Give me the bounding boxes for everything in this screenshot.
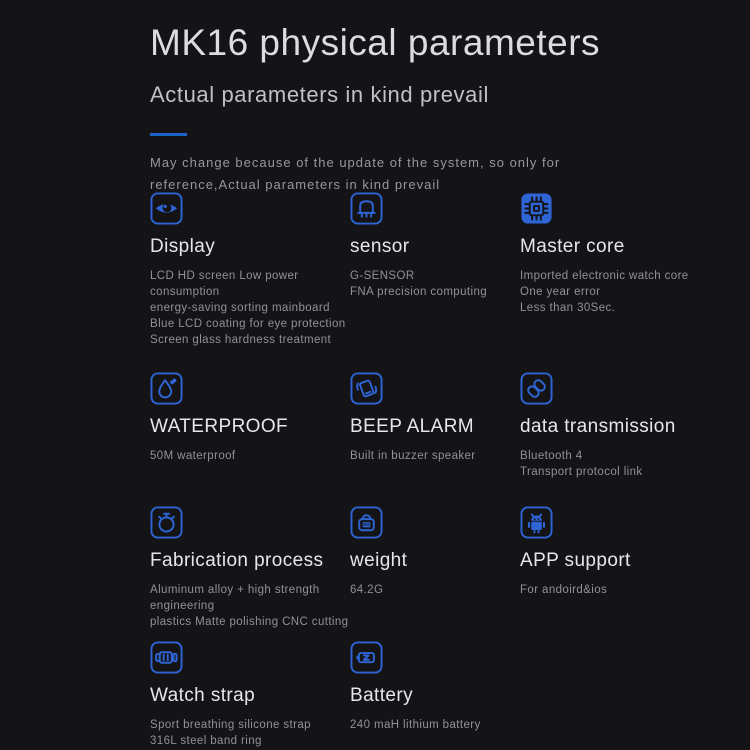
feature-detail: Transport protocol link bbox=[520, 466, 643, 478]
feature-detail: Aluminum alloy + high strength engineering bbox=[150, 584, 320, 612]
feature-title: sensor bbox=[350, 236, 410, 257]
feature-details bbox=[350, 717, 520, 733]
feature-detail: LCD HD screen Low power consumption bbox=[150, 270, 299, 298]
feature-details bbox=[150, 448, 350, 464]
feature-detail: Less than 30Sec. bbox=[520, 302, 616, 314]
feature-title: weight bbox=[350, 550, 408, 571]
vibration-phone-icon bbox=[350, 372, 383, 405]
feature-title: APP support bbox=[520, 550, 631, 571]
feature-details bbox=[350, 268, 520, 300]
feature-title: Display bbox=[150, 236, 216, 257]
feature-details bbox=[350, 582, 520, 598]
feature-title: WATERPROOF bbox=[150, 416, 289, 437]
disclaimer-note bbox=[150, 152, 710, 196]
feature-detail: Blue LCD coating for eye protection bbox=[150, 318, 346, 330]
page-subtitle: Actual parameters in kind prevail bbox=[150, 81, 489, 107]
feature-details bbox=[150, 582, 350, 630]
feature-title: Battery bbox=[350, 685, 413, 706]
feature-detail: Bluetooth 4 bbox=[520, 450, 583, 462]
feature-detail: energy-saving sorting mainboard bbox=[150, 302, 330, 314]
feature-title: Watch strap bbox=[150, 685, 256, 706]
feature-detail: One year error bbox=[520, 286, 601, 298]
header bbox=[150, 22, 710, 196]
feature-weight bbox=[350, 506, 520, 641]
feature-detail: G-SENSOR bbox=[350, 270, 415, 282]
feature-master-core bbox=[520, 192, 730, 372]
feature-title: Fabrication process bbox=[150, 550, 324, 571]
chain-link-icon bbox=[520, 372, 553, 405]
feature-details bbox=[150, 717, 350, 749]
svg-text:KG: KG bbox=[363, 522, 370, 528]
android-robot-icon bbox=[520, 506, 553, 539]
feature-detail: 316L steel band ring bbox=[150, 735, 262, 747]
feature-watch-strap bbox=[150, 641, 350, 749]
battery-icon bbox=[350, 641, 383, 674]
weight-kg-icon bbox=[350, 506, 383, 539]
waterdrop-icon bbox=[150, 372, 183, 405]
feature-waterproof bbox=[150, 372, 350, 506]
feature-detail: plastics Matte polishing CNC cutting bbox=[150, 616, 349, 628]
feature-sensor bbox=[350, 192, 520, 372]
feature-fabrication-process bbox=[150, 506, 350, 641]
feature-display bbox=[150, 192, 350, 372]
feature-details bbox=[350, 448, 520, 464]
watch-strap-icon bbox=[150, 641, 183, 674]
disclaimer-line-1: May change because of the update of the system, so only for bbox=[150, 154, 561, 170]
feature-beep-alarm bbox=[350, 372, 520, 506]
feature-detail: 64.2G bbox=[350, 584, 384, 596]
feature-details bbox=[520, 268, 730, 316]
stopwatch-icon bbox=[150, 506, 183, 539]
feature-details bbox=[150, 268, 350, 348]
feature-details bbox=[520, 582, 730, 598]
cpu-icon bbox=[520, 192, 553, 225]
feature-detail: For andoird&ios bbox=[520, 584, 608, 596]
feature-detail: Screen glass hardness treatment bbox=[150, 334, 332, 346]
feature-title: Master core bbox=[520, 236, 625, 257]
feature-battery bbox=[350, 641, 520, 749]
feature-details bbox=[520, 448, 730, 480]
feature-data-transmission bbox=[520, 372, 730, 506]
feature-detail: 240 maH lithium battery bbox=[350, 719, 481, 731]
feature-title: BEEP ALARM bbox=[350, 416, 475, 437]
features-grid bbox=[150, 192, 730, 749]
sensor-chip-icon bbox=[350, 192, 383, 225]
page-title: MK16 physical parameters bbox=[150, 22, 601, 63]
feature-detail: Built in buzzer speaker bbox=[350, 450, 476, 462]
disclaimer-line-2: reference,Actual parameters in kind prevail bbox=[150, 176, 441, 192]
feature-detail: 50M waterproof bbox=[150, 450, 236, 462]
feature-detail: Sport breathing silicone strap bbox=[150, 719, 311, 731]
feature-detail: Imported electronic watch core bbox=[520, 270, 689, 282]
feature-app-support bbox=[520, 506, 730, 641]
feature-title: data transmission bbox=[520, 416, 676, 437]
eye-icon bbox=[150, 192, 183, 225]
feature-detail: FNA precision computing bbox=[350, 286, 488, 298]
accent-underline bbox=[150, 133, 187, 136]
